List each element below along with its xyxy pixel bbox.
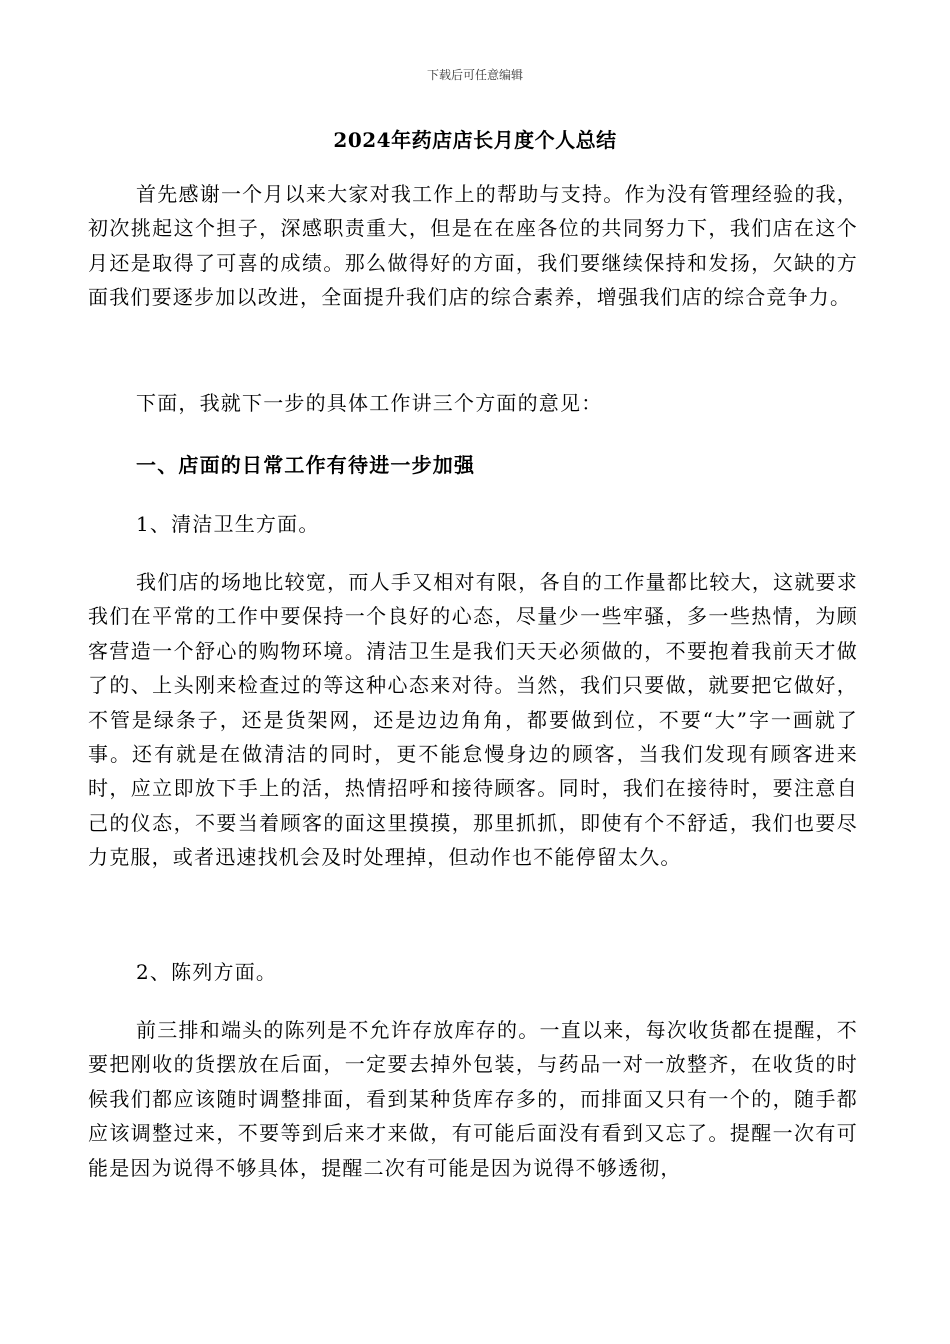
section-heading-1: 一、店面的日常工作有待进一步加强 xyxy=(136,453,476,477)
paragraph-overview: 下面，我就下一步的具体工作讲三个方面的意见： xyxy=(136,391,603,415)
paragraph-display: 前三排和端头的陈列是不允许存放库存的。一直以来，每次收货都在提醒，不要把刚收的货摆放在后面，一定要去掉外包装，与药品一对一放整齐，在收货的时候我们都应该随时调整排面，看到某种货库存多的，而排面又只有一个的，随手都应该调整过来，不要等到后来才来做，有可能后面没有看到又忘了。提醒一次有可能是因为说得不够具体，提醒二次有可能是因为说得不够透彻， xyxy=(88,1018,858,1180)
header-note: 下载后可任意编辑 xyxy=(426,68,523,82)
subsection-cleaning: 1、清洁卫生方面。 xyxy=(136,512,320,536)
paragraph-cleaning: 我们店的场地比较宽，而人手又相对有限，各自的工作量都比较大，这就要求我们在平常的工作中要保持一个良好的心态，尽量少一些牢骚，多一些热情，为顾客营造一个舒心的购物环境。清洁卫生是我们天天必须做的，不要抱着我前天才做了的、上头刚来检查过的等这种心态来对待。当然，我们只要做，就要把它做好，不管是绿条子，还是货架网，还是边边角角，都要做到位，不要“大”字一画就了事。还有就是在做清洁的同时，更不能怠慢身边的顾客，当我们发现有顾客进来时，应立即放下手上的活，热情招呼和接待顾客。同时，我们在接待时，要注意自己的仪态，不要当着顾客的面这里摸摸，那里抓抓，即使有个不舒适，我们也要尽力克服，或者迅速找机会及时处理掉，但动作也不能停留太久。 xyxy=(88,570,858,870)
paragraph-intro: 首先感谢一个月以来大家对我工作上的帮助与支持。作为没有管理经验的我，初次挑起这个担子，深感职责重大，但是在在座各位的共同努力下，我们店在这个月还是取得了可喜的成绩。那么做得好的方面，我们要继续保持和发扬，欠缺的方面我们要逐步加以改进，全面提升我们店的综合素养，增强我们店的综合竞争力。 xyxy=(88,182,858,310)
subsection-display: 2、陈列方面。 xyxy=(136,960,278,984)
document-title: 2024年药店店长月度个人总结 xyxy=(333,128,617,152)
